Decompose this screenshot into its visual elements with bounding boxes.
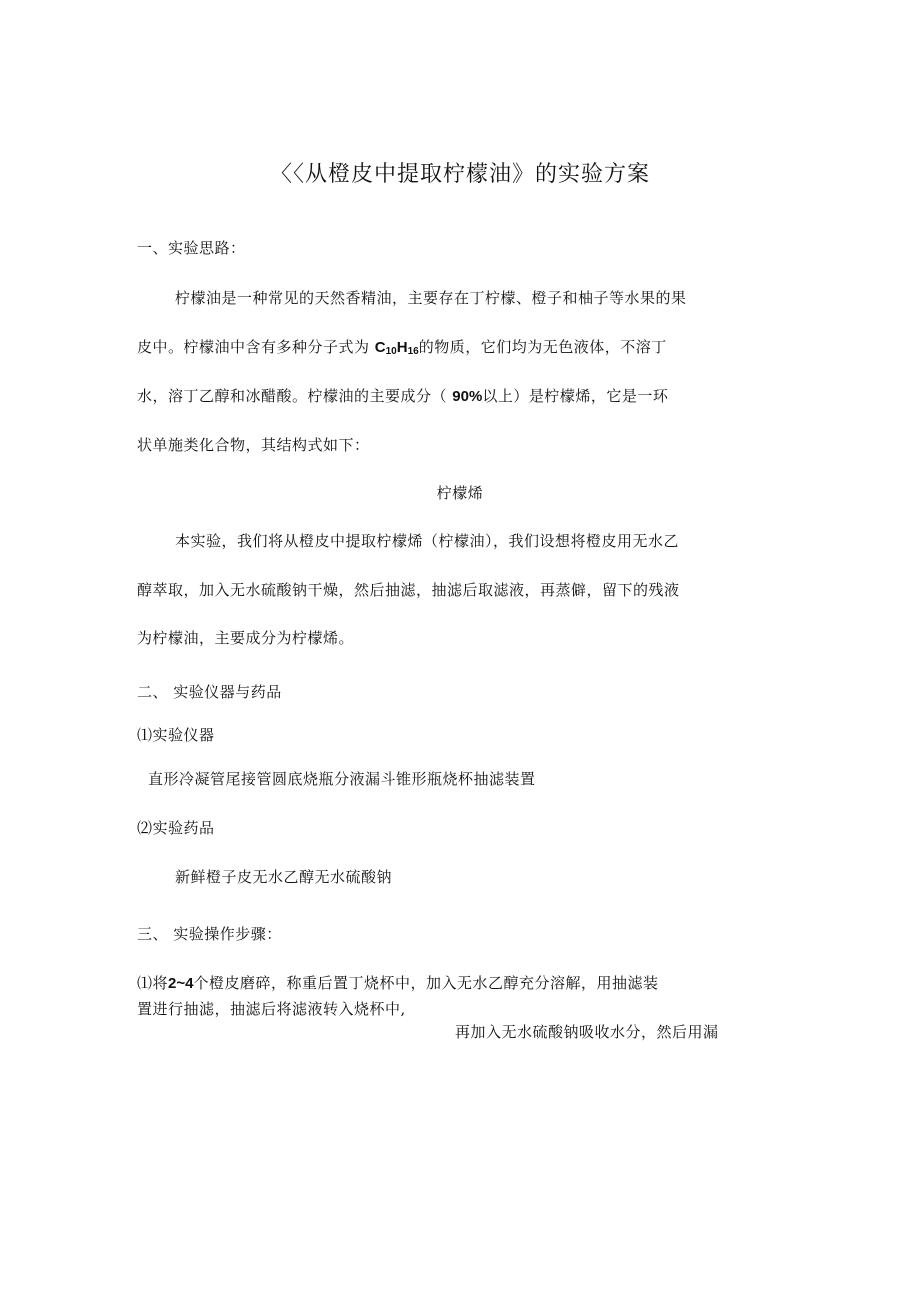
paragraph-line: 状单施类化合物，其结构式如下： bbox=[137, 436, 370, 454]
chemical-formula bbox=[375, 339, 419, 356]
paragraph-line: 柠檬油是一种常见的天然香精油，主要存在丁柠檬、橙子和柚子等水果的果 bbox=[175, 289, 687, 307]
text-span: 个橙皮磨碎，称重后置丁烧杯中，加入无水乙醇充分溶解，用抽滤装 bbox=[193, 974, 659, 992]
text-span: 皮中。柠檬油中含有多种分子式为 bbox=[137, 338, 375, 356]
step-line bbox=[137, 973, 658, 994]
text-span: 水，溶丁乙醇和冰醋酸。柠檬油的主要成分（ bbox=[137, 387, 453, 405]
section3-heading: 三、 实验操作步骤： bbox=[137, 925, 282, 943]
paragraph-line bbox=[137, 337, 667, 362]
paragraph-line: 本实验，我们将从橙皮中提取柠檬烯（柠檬油），我们设想将橙皮用无水乙 bbox=[175, 532, 680, 550]
percentage: 90% bbox=[452, 388, 483, 405]
structure-caption: 柠檬烯 bbox=[436, 484, 484, 502]
paragraph-line: 醇萃取，加入无水硫酸钠干燥，然后抽滤，抽滤后取滤液，再蒸僻，留下的残液 bbox=[137, 581, 680, 599]
section1-heading: 一、实验思路： bbox=[137, 239, 246, 257]
formula-element: C bbox=[374, 339, 386, 356]
formula-element: H bbox=[396, 339, 408, 356]
formula-subscript: 16 bbox=[407, 346, 419, 357]
page-title: 〈〈从橙皮中提取柠檬油》的实验方案 bbox=[269, 162, 650, 187]
formula-subscript: 10 bbox=[385, 346, 397, 357]
step-line: 再加入无水硫酸钠吸收水分，然后用漏 bbox=[455, 1023, 719, 1041]
quantity-range: 2~4 bbox=[168, 975, 194, 992]
text-span: ⑴将 bbox=[137, 974, 169, 992]
step-line: 置进行抽滤，抽滤后将滤液转入烧杯中, bbox=[137, 1000, 406, 1018]
text-span: 的物质，它们均为无色液体，不溶丁 bbox=[418, 338, 667, 356]
paragraph-line: 为柠檬油，主要成分为柠檬烯。 bbox=[137, 629, 355, 647]
instrument-list: 直形冷凝管尾接管圆底烧瓶分液漏斗锥形瓶烧杯抽滤装置 bbox=[148, 770, 536, 788]
section2-heading: 二、 实验仪器与药品 bbox=[137, 683, 282, 701]
paragraph-line bbox=[137, 386, 668, 407]
text-span: 以上）是柠檬烯，它是一环 bbox=[482, 387, 669, 405]
reagent-list: 新鲜橙子皮无水乙醇无水硫酸钠 bbox=[175, 868, 393, 886]
subsection-heading: ⑵实验药品 bbox=[137, 819, 215, 837]
subsection-heading: ⑴实验仪器 bbox=[137, 726, 215, 744]
